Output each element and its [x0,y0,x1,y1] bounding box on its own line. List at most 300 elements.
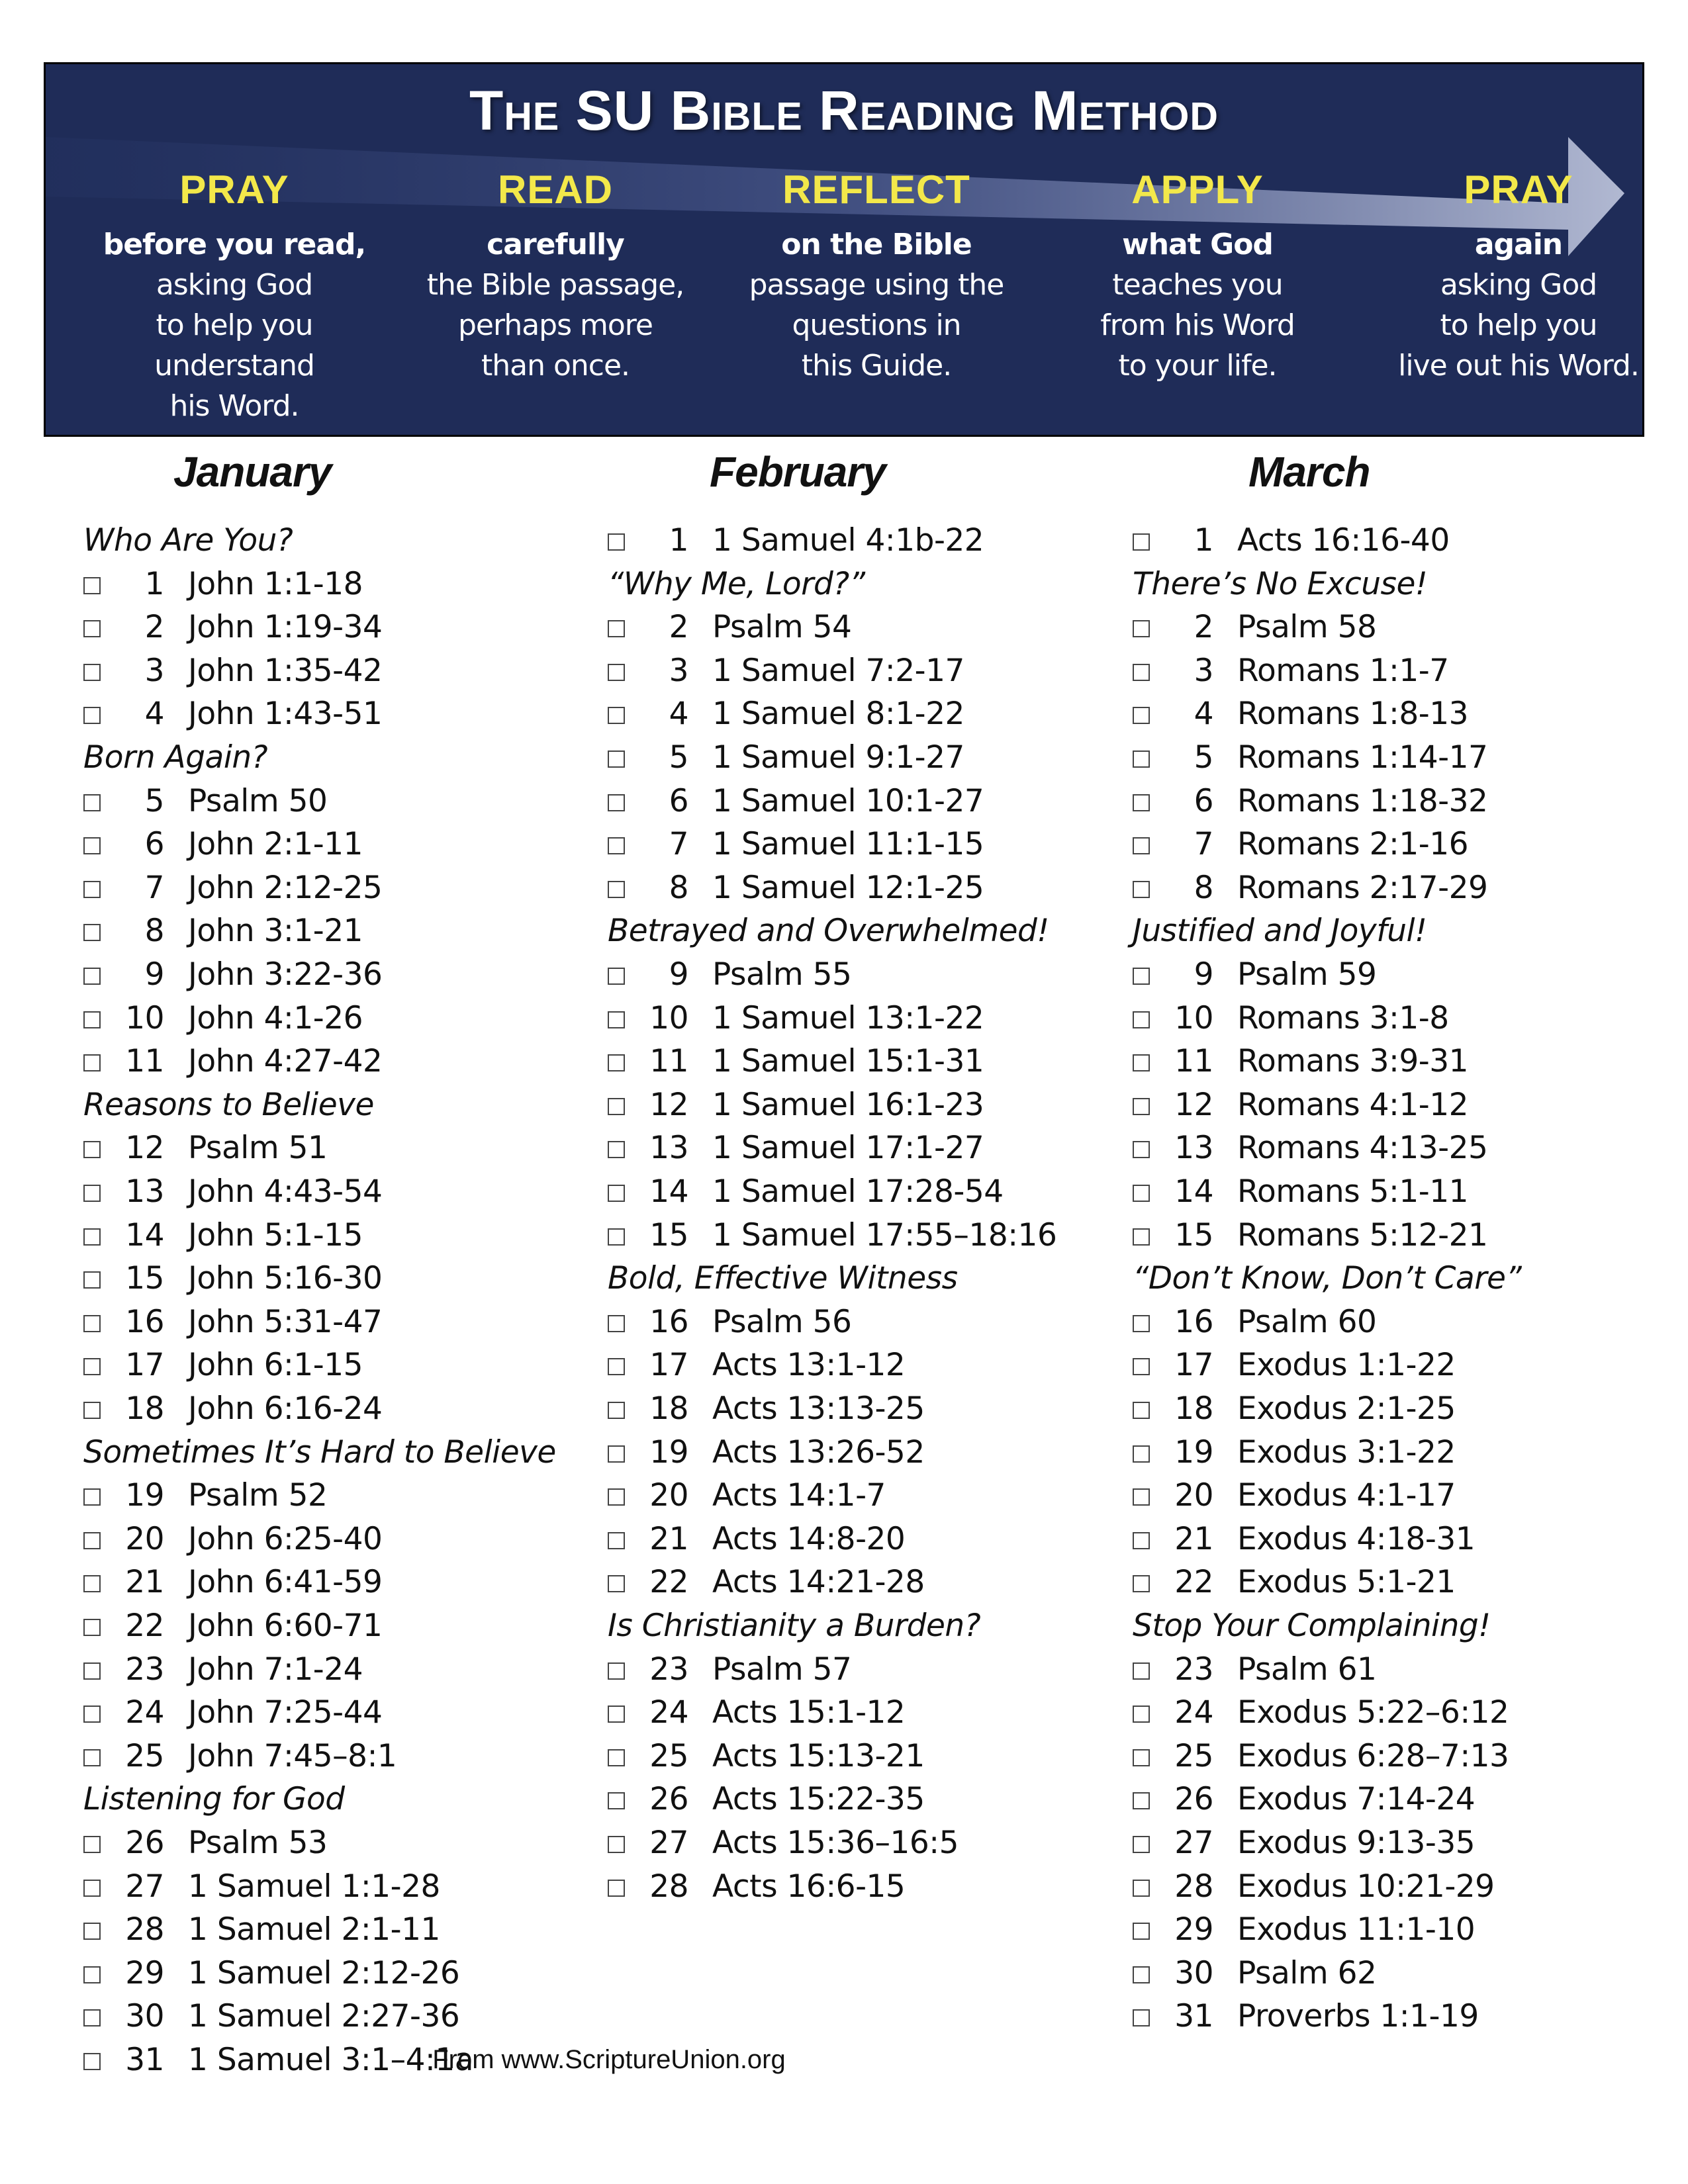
scripture-reference: John 7:45–8:1 [188,1737,397,1774]
checkbox[interactable] [1133,1402,1150,1419]
checkbox[interactable] [608,1662,625,1680]
day-number: 5 [669,739,688,776]
checkbox[interactable] [83,1488,101,1506]
checkbox[interactable] [83,1880,101,1897]
scripture-reference: Psalm 55 [712,956,852,993]
scripture-reference: Psalm 52 [188,1477,328,1514]
scripture-reference: Psalm 50 [188,782,328,819]
step-pray-before [82,167,387,426]
scripture-reference: Exodus 5:22–6:12 [1237,1694,1509,1731]
checkbox[interactable] [1133,1749,1150,1766]
day-number: 14 [125,1216,164,1253]
checkbox[interactable] [608,1358,625,1375]
step-description [724,224,1029,386]
day-number: 31 [1174,1998,1213,2035]
checkbox[interactable] [83,1358,101,1375]
day-number: 23 [125,1651,164,1688]
day-number: 7 [669,826,688,863]
day-number: 6 [669,782,688,819]
day-number: 13 [649,1130,688,1167]
checkbox[interactable] [83,1923,101,1940]
checkbox[interactable] [83,1532,101,1549]
checkbox[interactable] [83,794,101,811]
day-number: 21 [125,1564,164,1601]
day-number: 17 [125,1347,164,1384]
checkbox[interactable] [1133,1966,1150,1983]
day-number: 16 [1174,1303,1213,1340]
scripture-reference: Exodus 6:28–7:13 [1237,1737,1509,1774]
checkbox[interactable] [1133,1792,1150,1809]
checkbox[interactable] [83,1619,101,1636]
footer-source [0,2045,1688,2075]
scripture-reference: Psalm 56 [712,1303,852,1340]
scripture-reference: 1 Samuel 1:1-28 [188,1868,440,1905]
checkbox[interactable] [1133,1923,1150,1940]
day-number: 1 [1194,522,1213,559]
checkbox[interactable] [83,1836,101,1853]
day-number: 14 [649,1173,688,1210]
step-line: teaches you [1112,268,1283,302]
scripture-reference: John 6:25-40 [188,1520,383,1557]
checkbox[interactable] [608,1011,625,1028]
scripture-reference: John 1:19-34 [188,609,383,646]
step-lead: what God [1122,228,1273,261]
day-number: 30 [1174,1954,1213,1991]
step-heading: APPLY [1131,167,1264,212]
day-number: 7 [1194,826,1213,863]
checkbox[interactable] [608,837,625,854]
scripture-reference: Exodus 4:18-31 [1237,1520,1476,1557]
scripture-reference: Romans 1:18-32 [1237,782,1488,819]
day-number: 5 [1194,739,1213,776]
scripture-reference: 1 Samuel 10:1-27 [712,782,984,819]
checkbox[interactable] [83,1402,101,1419]
checkbox[interactable] [83,1141,101,1158]
step-line: asking God [1440,268,1597,302]
checkbox[interactable] [608,751,625,768]
scripture-reference: Acts 13:26-52 [712,1433,925,1471]
scripture-reference: Exodus 2:1-25 [1237,1390,1456,1427]
checkbox[interactable] [83,1706,101,1723]
step-heading: READ [497,167,613,212]
scripture-reference: 1 Samuel 8:1-22 [712,696,964,733]
scripture-reference: Exodus 10:21-29 [1237,1868,1495,1905]
checkbox[interactable] [1133,620,1150,637]
day-number: 18 [125,1390,164,1427]
scripture-reference: John 1:43-51 [188,696,383,733]
scripture-reference: John 2:1-11 [188,826,363,863]
day-number: 28 [649,1868,688,1905]
section-heading: Is Christianity a Burden? [608,1608,981,1644]
day-number: 8 [144,913,164,950]
checkbox[interactable] [83,1749,101,1766]
scripture-reference: Exodus 3:1-22 [1237,1433,1456,1471]
checkbox[interactable] [608,1488,625,1506]
checkbox[interactable] [83,881,101,898]
section-heading: Reasons to Believe [83,1086,374,1123]
day-number: 22 [125,1608,164,1644]
scripture-reference: Exodus 9:13-35 [1237,1825,1476,1861]
month-title: January [173,448,332,496]
section-heading: Born Again? [83,739,268,776]
day-number: 24 [125,1694,164,1731]
checkbox[interactable] [1133,1011,1150,1028]
scripture-reference: 1 Samuel 2:12-26 [188,1954,460,1991]
checkbox[interactable] [608,1880,625,1897]
day-number: 10 [125,999,164,1036]
scripture-reference: Acts 15:36–16:5 [712,1825,959,1861]
day-number: 23 [1174,1651,1213,1688]
checkbox[interactable] [608,968,625,985]
day-number: 26 [125,1825,164,1861]
scripture-reference: Acts 15:22-35 [712,1781,925,1818]
month-title: February [710,448,886,496]
step-lead: again [1474,228,1563,261]
day-number: 15 [649,1216,688,1253]
checkbox[interactable] [1133,1098,1150,1115]
day-number: 13 [125,1173,164,1210]
step-lead: carefully [487,228,624,261]
step-line: asking God [156,268,313,302]
day-number: 26 [1174,1781,1213,1818]
step-line: to your life. [1118,349,1277,383]
step-line: from his Word [1100,308,1295,342]
step-apply [1045,167,1350,386]
checkbox[interactable] [1133,1836,1150,1853]
checkbox[interactable] [1133,1141,1150,1158]
scripture-reference: Exodus 1:1-22 [1237,1347,1456,1384]
checkbox[interactable] [608,1706,625,1723]
scripture-reference: Acts 14:8-20 [712,1520,906,1557]
checkbox[interactable] [1133,751,1150,768]
scripture-reference: John 6:41-59 [188,1564,383,1601]
scripture-reference: Exodus 11:1-10 [1237,1911,1476,1948]
scripture-reference: Romans 5:12-21 [1237,1216,1488,1253]
method-steps [46,167,1642,435]
scripture-reference: Romans 3:9-31 [1237,1043,1469,1080]
step-read [403,167,708,386]
checkbox[interactable] [1133,1315,1150,1332]
scripture-reference: John 5:31-47 [188,1303,383,1340]
checkbox[interactable] [1133,1575,1150,1592]
checkbox[interactable] [1133,1880,1150,1897]
scripture-reference: Psalm 53 [188,1825,328,1861]
checkbox[interactable] [608,533,625,551]
step-lead: on the Bible [781,228,972,261]
checkbox[interactable] [83,1315,101,1332]
checkbox[interactable] [83,1966,101,1983]
scripture-reference: Romans 1:1-7 [1237,652,1449,689]
scripture-reference: Psalm 61 [1237,1651,1377,1688]
checkbox[interactable] [1133,1706,1150,1723]
checkbox[interactable] [608,664,625,681]
day-number: 11 [1174,1043,1213,1080]
step-line: understand [154,349,314,383]
scripture-reference: 1 Samuel 13:1-22 [712,999,984,1036]
scripture-reference: Acts 15:1-12 [712,1694,906,1731]
scripture-reference: 1 Samuel 11:1-15 [712,826,984,863]
day-number: 14 [1174,1173,1213,1210]
step-heading: PRAY [179,167,289,212]
day-number: 17 [649,1347,688,1384]
day-number: 11 [649,1043,688,1080]
scripture-reference: Psalm 60 [1237,1303,1377,1340]
day-number: 19 [649,1433,688,1471]
step-description [82,224,387,426]
checkbox[interactable] [83,837,101,854]
scripture-reference: John 3:1-21 [188,913,363,950]
scripture-reference: 1 Samuel 17:55–18:16 [712,1216,1057,1253]
checkbox[interactable] [83,664,101,681]
day-number: 9 [669,956,688,993]
scripture-reference: 1 Samuel 9:1-27 [712,739,964,776]
section-heading: “Don’t Know, Don’t Care” [1133,1260,1522,1297]
day-number: 3 [669,652,688,689]
checkbox[interactable] [83,577,101,594]
scripture-reference: John 7:1-24 [188,1651,363,1688]
day-number: 11 [125,1043,164,1080]
scripture-reference: Exodus 5:1-21 [1237,1564,1456,1601]
checkbox[interactable] [1133,1488,1150,1506]
day-number: 13 [1174,1130,1213,1167]
footer-text: From www.ScriptureUnion.org [432,2045,786,2074]
day-number: 30 [125,1998,164,2035]
scripture-reference: 1 Samuel 4:1b-22 [712,522,984,559]
day-number: 3 [144,652,164,689]
day-number: 26 [649,1781,688,1818]
day-number: 19 [125,1477,164,1514]
step-line: live out his Word. [1398,349,1639,383]
day-number: 22 [649,1564,688,1601]
scripture-reference: Psalm 59 [1237,956,1377,993]
checkbox[interactable] [608,1185,625,1202]
checkbox[interactable] [608,1054,625,1071]
scripture-reference: Psalm 51 [188,1130,328,1167]
day-number: 25 [125,1737,164,1774]
checkbox[interactable] [83,1011,101,1028]
day-number: 6 [144,826,164,863]
day-number: 18 [1174,1390,1213,1427]
day-number: 12 [649,1086,688,1123]
step-heading: PRAY [1464,167,1573,212]
day-number: 28 [1174,1868,1213,1905]
checkbox[interactable] [608,620,625,637]
step-line: than once. [481,349,630,383]
step-line: to help you [1440,308,1597,342]
scripture-reference: Romans 2:1-16 [1237,826,1469,863]
day-number: 2 [669,609,688,646]
day-number: 15 [125,1260,164,1297]
scripture-reference: 1 Samuel 17:1-27 [712,1130,984,1167]
checkbox[interactable] [83,1575,101,1592]
step-description [403,224,708,386]
checkbox[interactable] [608,1575,625,1592]
section-heading: “Why Me, Lord?” [608,565,865,602]
step-line: this Guide. [801,349,952,383]
scripture-reference: Exodus 4:1-17 [1237,1477,1456,1514]
step-lead: before you read, [103,228,366,261]
scripture-reference: 1 Samuel 16:1-23 [712,1086,984,1123]
checkbox[interactable] [608,1315,625,1332]
checkbox[interactable] [1133,2009,1150,2026]
day-number: 17 [1174,1347,1213,1384]
scripture-reference: John 7:25-44 [188,1694,383,1731]
checkbox[interactable] [83,924,101,941]
day-number: 20 [649,1477,688,1514]
scripture-reference: 1 Samuel 2:27-36 [188,1998,460,2035]
checkbox[interactable] [1133,794,1150,811]
section-heading: There’s No Excuse! [1133,565,1428,602]
day-number: 7 [144,869,164,906]
scripture-reference: Romans 1:14-17 [1237,739,1488,776]
section-heading: Who Are You? [83,522,293,559]
scripture-reference: John 5:16-30 [188,1260,383,1297]
checkbox[interactable] [1133,1228,1150,1246]
day-number: 10 [649,999,688,1036]
day-number: 31 [125,2042,164,2078]
checkbox[interactable] [83,968,101,985]
step-line: his Word. [169,389,299,423]
scripture-reference: John 4:43-54 [188,1173,383,1210]
checkbox[interactable] [1133,707,1150,724]
checkbox[interactable] [608,1532,625,1549]
checkbox[interactable] [1133,533,1150,551]
checkbox[interactable] [83,1054,101,1071]
day-number: 8 [1194,869,1213,906]
day-number: 9 [144,956,164,993]
section-heading: Stop Your Complaining! [1133,1608,1491,1644]
day-number: 25 [649,1737,688,1774]
scripture-reference: John 4:1-26 [188,999,363,1036]
scripture-reference: Proverbs 1:1-19 [1237,1998,1479,2035]
day-number: 6 [1194,782,1213,819]
checkbox[interactable] [608,1792,625,1809]
scripture-reference: Romans 1:8-13 [1237,696,1469,733]
section-heading: Listening for God [83,1781,345,1818]
checkbox[interactable] [608,707,625,724]
scripture-reference: Acts 16:6-15 [712,1868,906,1905]
scripture-reference: John 4:27-42 [188,1043,383,1080]
checkbox[interactable] [1133,1532,1150,1549]
scripture-reference: John 1:1-18 [188,565,363,602]
day-number: 21 [1174,1520,1213,1557]
checkbox[interactable] [83,2009,101,2026]
step-line: the Bible passage, [426,268,684,302]
scripture-reference: Exodus 7:14-24 [1237,1781,1476,1818]
day-number: 27 [125,1868,164,1905]
step-line: questions in [792,308,961,342]
scripture-reference: Acts 13:1-12 [712,1347,906,1384]
scripture-reference: Romans 2:17-29 [1237,869,1488,906]
step-reflect [724,167,1029,386]
scripture-reference: Romans 4:1-12 [1237,1086,1469,1123]
day-number: 18 [649,1390,688,1427]
checkbox[interactable] [608,1228,625,1246]
scripture-reference: John 3:22-36 [188,956,383,993]
day-number: 8 [669,869,688,906]
scripture-reference: Psalm 54 [712,609,852,646]
checkbox[interactable] [1133,881,1150,898]
checkbox[interactable] [608,1141,625,1158]
day-number: 1 [144,565,164,602]
day-number: 9 [1194,956,1213,993]
checkbox[interactable] [83,620,101,637]
day-number: 4 [144,696,164,733]
scripture-reference: John 6:1-15 [188,1347,363,1384]
scripture-reference: John 6:60-71 [188,1608,383,1644]
day-number: 3 [1194,652,1213,689]
scripture-reference: Acts 16:16-40 [1237,522,1450,559]
step-line: perhaps more [458,308,653,342]
month-title: March [1248,448,1370,496]
scripture-reference: Romans 4:13-25 [1237,1130,1488,1167]
day-number: 22 [1174,1564,1213,1601]
scripture-reference: 1 Samuel 15:1-31 [712,1043,984,1080]
day-number: 20 [125,1520,164,1557]
day-number: 16 [125,1303,164,1340]
checkbox[interactable] [1133,837,1150,854]
checkbox[interactable] [1133,1358,1150,1375]
day-number: 29 [1174,1911,1213,1948]
checkbox[interactable] [1133,1185,1150,1202]
checkbox[interactable] [1133,664,1150,681]
step-description [1366,224,1644,386]
checkbox[interactable] [1133,1662,1150,1680]
checkbox[interactable] [608,794,625,811]
step-pray-again [1366,167,1644,386]
day-number: 12 [125,1130,164,1167]
scripture-reference: 1 Samuel 7:2-17 [712,652,964,689]
scripture-reference: Acts 14:21-28 [712,1564,925,1601]
checkbox[interactable] [608,1098,625,1115]
day-number: 25 [1174,1737,1213,1774]
day-number: 4 [669,696,688,733]
scripture-reference: 1 Samuel 17:28-54 [712,1173,1004,1210]
checkbox[interactable] [1133,968,1150,985]
checkbox[interactable] [608,1836,625,1853]
day-number: 4 [1194,696,1213,733]
checkbox[interactable] [608,1445,625,1463]
scripture-reference: Romans 5:1-11 [1237,1173,1469,1210]
checkbox[interactable] [608,1402,625,1419]
day-number: 19 [1174,1433,1213,1471]
scripture-reference: 1 Samuel 3:1–4:1a [188,2042,474,2078]
checkbox[interactable] [83,1228,101,1246]
scripture-reference: John 6:16-24 [188,1390,383,1427]
day-number: 20 [1174,1477,1213,1514]
day-number: 27 [1174,1825,1213,1861]
scripture-reference: 1 Samuel 2:1-11 [188,1911,440,1948]
checkbox[interactable] [1133,1054,1150,1071]
scripture-reference: Psalm 58 [1237,609,1377,646]
checkbox[interactable] [83,707,101,724]
day-number: 2 [144,609,164,646]
day-number: 15 [1174,1216,1213,1253]
section-heading: Bold, Effective Witness [608,1260,958,1297]
checkbox[interactable] [83,1271,101,1289]
checkbox[interactable] [1133,1445,1150,1463]
checkbox[interactable] [608,881,625,898]
step-line: to help you [156,308,313,342]
day-number: 16 [649,1303,688,1340]
section-heading: Sometimes It’s Hard to Believe [83,1433,556,1471]
checkbox[interactable] [608,1749,625,1766]
checkbox[interactable] [83,1662,101,1680]
scripture-reference: Acts 13:13-25 [712,1390,925,1427]
day-number: 24 [1174,1694,1213,1731]
checkbox[interactable] [83,1185,101,1202]
day-number: 28 [125,1911,164,1948]
